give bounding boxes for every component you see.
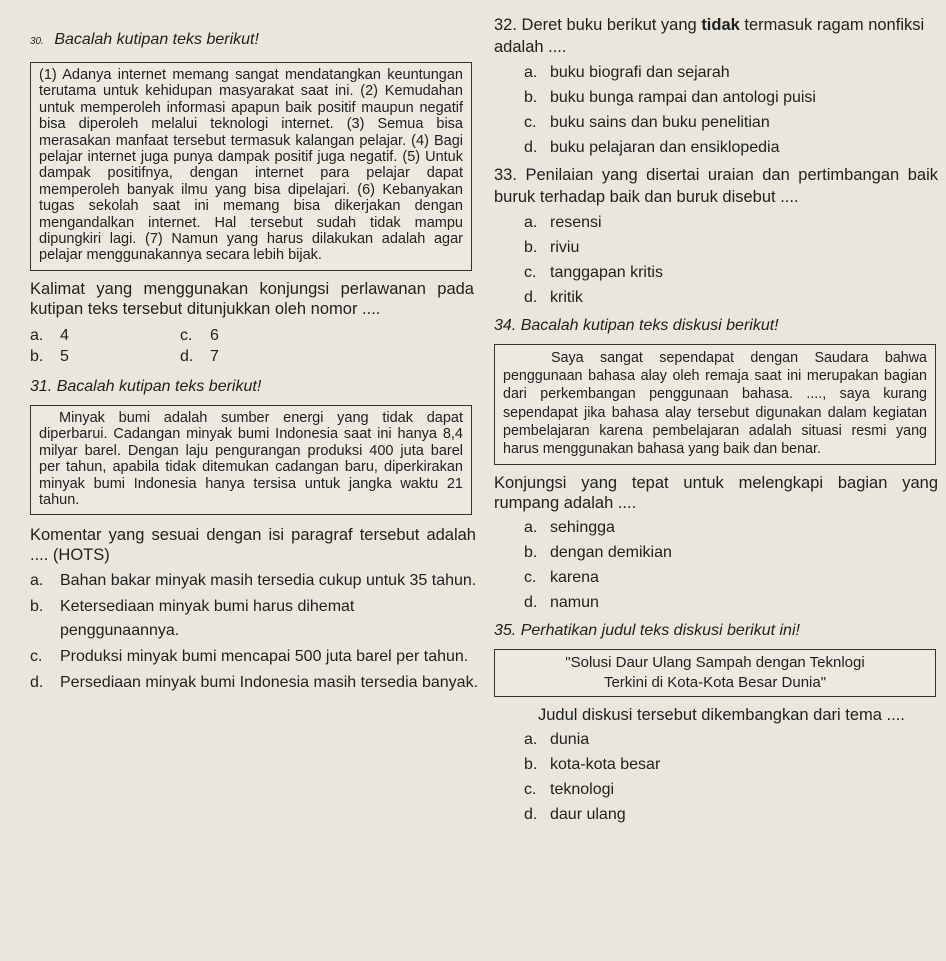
passage-box	[30, 405, 472, 515]
question-35	[494, 621, 938, 827]
option-a[interactable]: a. 4	[30, 326, 69, 344]
question-number: 30.	[30, 36, 44, 47]
question-text: 33. Penilaian yang disertai uraian dan pertimbangan baik buruk terhadap baik dan buruk disebut ....	[494, 166, 938, 206]
left-column	[30, 30, 478, 695]
question-30	[30, 30, 478, 367]
option-d[interactable]: d. daur ulang	[524, 806, 626, 824]
option-b[interactable]: b. dengan demikian	[524, 544, 672, 562]
option-b[interactable]: b. riviu	[524, 239, 580, 256]
title-box	[494, 649, 936, 697]
option-a[interactable]: a. sehingga	[524, 519, 615, 537]
passage-text: Minyak bumi adalah sumber energi yang tidak dapat diperbarui. Cadangan minyak bumi Indonesia saat ini hanya 8,4 milyar barel. Dengan laju pengurangan produksi 400 juta barel per tahun, apabila tidak ditemukan cadangan baru, diperkirakan minyak bumi Indonesia hanya tersisa untuk jangka waktu 21 tahun.	[39, 409, 463, 508]
option-b[interactable]: b. Ketersediaan minyak bumi harus dihemat penggunaannya.	[30, 598, 355, 640]
passage-box	[30, 62, 472, 271]
question-prompt: Bacalah kutipan teks diskusi berikut!	[520, 317, 779, 334]
title-line-1: "Solusi Daur Ulang Sampah dengan Teknlogi	[565, 654, 865, 672]
option-a[interactable]: a. buku biografi dan sejarah	[524, 64, 730, 81]
passage-box	[494, 344, 936, 465]
question-text: Komentar yang sesuai dengan isi paragraf tersebut adalah .... (HOTS)	[30, 526, 476, 565]
option-d[interactable]: d. Persediaan minyak bumi Indonesia masih tersedia banyak.	[30, 674, 479, 692]
option-d[interactable]: d. buku pelajaran dan ensiklopedia	[524, 139, 780, 156]
option-a[interactable]: a. dunia	[524, 731, 590, 749]
question-text: Kalimat yang menggunakan konjungsi perlawanan pada kutipan teks tersebut ditunjukkan oleh nomor ....	[30, 279, 474, 318]
question-prompt: Bacalah kutipan teks berikut!	[54, 31, 259, 48]
option-c[interactable]: c. buku sains dan buku penelitian	[524, 114, 770, 131]
option-list	[494, 210, 938, 310]
option-d[interactable]: d. kritik	[524, 289, 583, 306]
emphasis-not: tidak	[701, 16, 740, 34]
question-number: 32.	[494, 16, 517, 34]
option-c[interactable]: c. teknologi	[524, 781, 615, 799]
question-33	[494, 164, 938, 310]
question-31	[30, 377, 478, 695]
option-b[interactable]: b. kota-kota besar	[524, 756, 661, 774]
option-c[interactable]: c. karena	[524, 569, 599, 587]
option-list	[494, 515, 938, 615]
passage-text: (1) Adanya internet memang sangat mendatangkan keuntungan terutama untuk kehidupan masyarakat saat ini. (2) Kemudahan untuk memperoleh informasi apapun baik positif maupun negatif bisa diperoleh melalui teknologi internet. (3) Semua bisa merasakan manfaat tersebut termasuk kalangan pelajar. (4) Bagi pelajar internet juga punya dampak positif juga negatif. (5) Untuk dampak positifnya, dengan internet para pelajar dapat memperoleh banyak ilmu yang bisa dipelajari. (6) Kebanyakan tugas sekolah saat ini memang bisa dikerjakan dengan mengandalkan internet. Hal tersebut sudah tidak mampu dipungkiri lagi. (7) Namun yang harus dilakukan adalah agar pelajar menggunakannya secara lebih bijak.	[39, 67, 463, 264]
option-c[interactable]: c. tanggapan kritis	[524, 264, 663, 281]
option-list	[494, 727, 938, 827]
question-32	[494, 14, 938, 160]
option-c[interactable]: c. Produksi minyak bumi mencapai 500 juta barel per tahun.	[30, 648, 469, 666]
question-number: 31.	[30, 377, 53, 395]
question-number: 35.	[494, 622, 517, 640]
question-prompt: Bacalah kutipan teks berikut!	[56, 377, 262, 395]
option-c[interactable]: c. 6	[180, 326, 219, 344]
option-a[interactable]: a. Bahan bakar minyak masih tersedia cukup untuk 35 tahun.	[30, 572, 477, 590]
question-text: Konjungsi yang tepat untuk melengkapi bagian yang rumpang adalah ....	[494, 474, 938, 513]
passage-text: Saya sangat sependapat dengan Saudara bahwa penggunaan bahasa alay oleh remaja saat ini merupakan bagian dari perkembangan penggunaan bahasa. ...., saya kurang sependapat jika bahasa alay tersebut digunakan dalam kegiatan pembelajaran karena pembelajaran adalah situasi resmi yang harus menggunakan bahasa yang baik dan benar.	[503, 350, 927, 458]
title-line-2: Terkini di Kota-Kota Besar Dunia"	[603, 674, 827, 692]
question-prompt: Perhatikan judul teks diskusi berikut ini!	[520, 622, 800, 640]
option-d[interactable]: d. 7	[180, 347, 219, 365]
question-text: Judul diskusi tersebut dikembangkan dari tema ....	[538, 706, 905, 725]
option-d[interactable]: d. namun	[524, 594, 599, 612]
option-a[interactable]: a. resensi	[524, 214, 602, 231]
option-b[interactable]: b. 5	[30, 347, 69, 365]
question-34	[494, 316, 938, 615]
question-number: 34.	[494, 317, 517, 334]
option-b[interactable]: b. buku bunga rampai dan antologi puisi	[524, 89, 816, 106]
option-list	[494, 60, 938, 160]
option-list	[30, 569, 478, 695]
question-number: 33.	[494, 166, 517, 184]
option-list	[30, 325, 330, 367]
right-column	[494, 14, 938, 827]
question-text: 32. Deret buku berikut yang tidak termasuk ragam nonfiksi adalah ....	[494, 16, 925, 56]
